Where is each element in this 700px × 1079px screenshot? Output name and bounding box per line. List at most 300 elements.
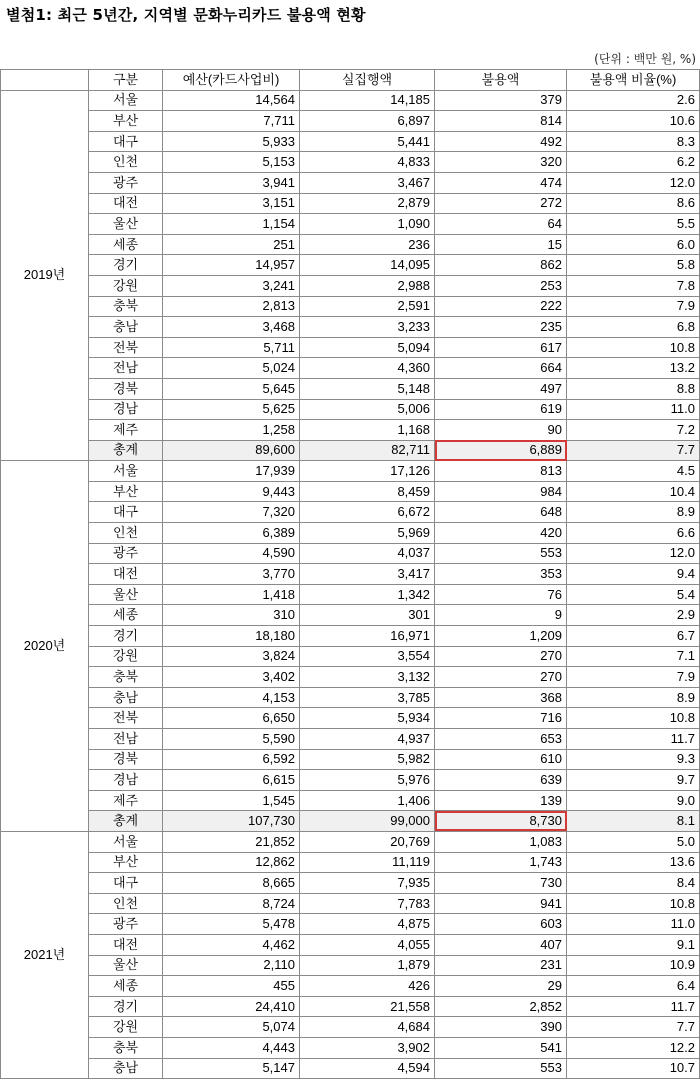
cell-unused: 272 <box>435 193 567 214</box>
header-row <box>1 70 700 91</box>
cell-budget: 1,154 <box>163 214 300 235</box>
cell-unused: 320 <box>435 152 567 173</box>
cell-exec: 6,672 <box>300 502 435 523</box>
cell-budget: 4,153 <box>163 687 300 708</box>
cell-budget: 1,258 <box>163 420 300 441</box>
cell-region: 인천 <box>89 893 163 914</box>
cell-unused: 64 <box>435 214 567 235</box>
cell-exec: 4,055 <box>300 934 435 955</box>
cell-region: 서울 <box>89 831 163 852</box>
cell-unused: 553 <box>435 543 567 564</box>
page-title: 별첨1: 최근 5년간, 지역별 문화누리카드 불용액 현황 <box>6 6 366 24</box>
cell-budget: 14,957 <box>163 255 300 276</box>
cell-budget: 12,862 <box>163 852 300 873</box>
total-cell-region: 총계 <box>89 811 163 832</box>
cell-exec: 4,684 <box>300 1017 435 1038</box>
header-cell-exec: 실집행액 <box>300 70 435 91</box>
table-row <box>1 934 700 955</box>
cell-unused: 2,852 <box>435 996 567 1017</box>
cell-exec: 5,969 <box>300 523 435 544</box>
cell-unused: 368 <box>435 687 567 708</box>
cell-ratio: 13.6 <box>567 852 700 873</box>
cell-ratio: 5.8 <box>567 255 700 276</box>
cell-ratio: 7.1 <box>567 646 700 667</box>
cell-budget: 18,180 <box>163 626 300 647</box>
table-row <box>1 914 700 935</box>
cell-ratio: 13.2 <box>567 358 700 379</box>
cell-ratio: 6.2 <box>567 152 700 173</box>
cell-ratio: 7.7 <box>567 1017 700 1038</box>
cell-budget: 14,564 <box>163 90 300 111</box>
year-cell: 2021년 <box>1 831 89 1078</box>
table-row <box>1 893 700 914</box>
cell-unused: 497 <box>435 378 567 399</box>
cell-region: 대구 <box>89 873 163 894</box>
cell-exec: 2,879 <box>300 193 435 214</box>
cell-exec: 3,554 <box>300 646 435 667</box>
cell-ratio: 10.8 <box>567 893 700 914</box>
cell-ratio: 5.0 <box>567 831 700 852</box>
cell-exec: 14,095 <box>300 255 435 276</box>
cell-ratio: 6.8 <box>567 317 700 338</box>
cell-ratio: 6.0 <box>567 234 700 255</box>
cell-exec: 6,897 <box>300 111 435 132</box>
cell-unused: 716 <box>435 708 567 729</box>
table-row <box>1 667 700 688</box>
cell-region: 강원 <box>89 1017 163 1038</box>
cell-unused: 253 <box>435 275 567 296</box>
cell-region: 충북 <box>89 296 163 317</box>
cell-budget: 4,590 <box>163 543 300 564</box>
cell-unused: 664 <box>435 358 567 379</box>
cell-unused: 29 <box>435 976 567 997</box>
cell-unused: 270 <box>435 667 567 688</box>
cell-ratio: 12.0 <box>567 543 700 564</box>
cell-unused: 270 <box>435 646 567 667</box>
cell-budget: 5,074 <box>163 1017 300 1038</box>
highlighted-total-unused: 8,730 <box>435 811 567 832</box>
cell-ratio: 8.9 <box>567 687 700 708</box>
cell-budget: 6,615 <box>163 770 300 791</box>
cell-region: 울산 <box>89 584 163 605</box>
table-row <box>1 1058 700 1079</box>
table-row <box>1 502 700 523</box>
cell-unused: 603 <box>435 914 567 935</box>
cell-budget: 3,151 <box>163 193 300 214</box>
cell-region: 충북 <box>89 667 163 688</box>
cell-budget: 5,933 <box>163 131 300 152</box>
cell-unused: 76 <box>435 584 567 605</box>
cell-budget: 4,462 <box>163 934 300 955</box>
cell-unused: 984 <box>435 481 567 502</box>
cell-unused: 9 <box>435 605 567 626</box>
cell-unused: 813 <box>435 461 567 482</box>
cell-ratio: 4.5 <box>567 461 700 482</box>
cell-region: 전남 <box>89 729 163 750</box>
total-row <box>1 811 700 832</box>
cell-region: 부산 <box>89 852 163 873</box>
cell-unused: 941 <box>435 893 567 914</box>
table-row <box>1 564 700 585</box>
cell-budget: 3,402 <box>163 667 300 688</box>
cell-ratio: 6.4 <box>567 976 700 997</box>
cell-ratio: 7.8 <box>567 275 700 296</box>
cell-region: 강원 <box>89 646 163 667</box>
cell-region: 광주 <box>89 543 163 564</box>
cell-region: 전남 <box>89 358 163 379</box>
table-row <box>1 193 700 214</box>
cell-budget: 9,443 <box>163 481 300 502</box>
cell-budget: 3,468 <box>163 317 300 338</box>
cell-ratio: 11.7 <box>567 996 700 1017</box>
table-row <box>1 255 700 276</box>
cell-unused: 235 <box>435 317 567 338</box>
unit-note: (단위 : 백만 원, %) <box>594 52 696 66</box>
cell-budget: 5,590 <box>163 729 300 750</box>
cell-budget: 3,241 <box>163 275 300 296</box>
table-row <box>1 790 700 811</box>
cell-ratio: 8.8 <box>567 378 700 399</box>
table-row <box>1 749 700 770</box>
year-cell: 2020년 <box>1 461 89 832</box>
cell-ratio: 9.4 <box>567 564 700 585</box>
cell-exec: 2,988 <box>300 275 435 296</box>
cell-unused: 1,209 <box>435 626 567 647</box>
table-row <box>1 296 700 317</box>
cell-ratio: 11.0 <box>567 914 700 935</box>
cell-budget: 8,724 <box>163 893 300 914</box>
cell-exec: 1,342 <box>300 584 435 605</box>
cell-budget: 1,418 <box>163 584 300 605</box>
cell-budget: 17,939 <box>163 461 300 482</box>
table-row <box>1 317 700 338</box>
cell-region: 인천 <box>89 523 163 544</box>
cell-exec: 4,833 <box>300 152 435 173</box>
cell-exec: 16,971 <box>300 626 435 647</box>
cell-region: 대구 <box>89 502 163 523</box>
table-row <box>1 955 700 976</box>
cell-region: 경기 <box>89 626 163 647</box>
total-row <box>1 440 700 461</box>
cell-unused: 231 <box>435 955 567 976</box>
cell-exec: 21,558 <box>300 996 435 1017</box>
header-cell-ratio: 불용액 비율(%) <box>567 70 700 91</box>
cell-region: 경기 <box>89 255 163 276</box>
table-row <box>1 172 700 193</box>
cell-ratio: 10.8 <box>567 708 700 729</box>
total-cell-budget: 89,600 <box>163 440 300 461</box>
cell-unused: 1,083 <box>435 831 567 852</box>
cell-budget: 455 <box>163 976 300 997</box>
cell-region: 경남 <box>89 399 163 420</box>
cell-region: 인천 <box>89 152 163 173</box>
cell-region: 광주 <box>89 914 163 935</box>
cell-unused: 653 <box>435 729 567 750</box>
cell-exec: 4,875 <box>300 914 435 935</box>
cell-exec: 3,467 <box>300 172 435 193</box>
cell-region: 대전 <box>89 193 163 214</box>
cell-unused: 407 <box>435 934 567 955</box>
cell-exec: 5,094 <box>300 337 435 358</box>
cell-unused: 420 <box>435 523 567 544</box>
cell-region: 제주 <box>89 790 163 811</box>
cell-exec: 1,879 <box>300 955 435 976</box>
cell-exec: 3,233 <box>300 317 435 338</box>
cell-exec: 7,935 <box>300 873 435 894</box>
table-row <box>1 584 700 605</box>
cell-exec: 3,785 <box>300 687 435 708</box>
total-cell-exec: 82,711 <box>300 440 435 461</box>
cell-ratio: 11.7 <box>567 729 700 750</box>
cell-budget: 6,592 <box>163 749 300 770</box>
table-row <box>1 358 700 379</box>
header-cell-unused: 불용액 <box>435 70 567 91</box>
cell-budget: 3,824 <box>163 646 300 667</box>
table-row <box>1 275 700 296</box>
cell-exec: 4,360 <box>300 358 435 379</box>
cell-unused: 730 <box>435 873 567 894</box>
cell-budget: 6,389 <box>163 523 300 544</box>
cell-exec: 3,132 <box>300 667 435 688</box>
table-row <box>1 626 700 647</box>
cell-exec: 4,594 <box>300 1058 435 1079</box>
total-cell-ratio: 7.7 <box>567 440 700 461</box>
table-row <box>1 461 700 482</box>
cell-region: 세종 <box>89 976 163 997</box>
cell-region: 경기 <box>89 996 163 1017</box>
header-cell-budget: 예산(카드사업비) <box>163 70 300 91</box>
cell-unused: 617 <box>435 337 567 358</box>
total-cell-budget: 107,730 <box>163 811 300 832</box>
cell-ratio: 9.7 <box>567 770 700 791</box>
cell-budget: 5,024 <box>163 358 300 379</box>
table-row <box>1 605 700 626</box>
cell-budget: 21,852 <box>163 831 300 852</box>
cell-region: 부산 <box>89 481 163 502</box>
total-cell-ratio: 8.1 <box>567 811 700 832</box>
cell-budget: 5,711 <box>163 337 300 358</box>
cell-budget: 24,410 <box>163 996 300 1017</box>
cell-unused: 553 <box>435 1058 567 1079</box>
cell-unused: 379 <box>435 90 567 111</box>
table-row <box>1 481 700 502</box>
cell-ratio: 10.6 <box>567 111 700 132</box>
cell-ratio: 7.9 <box>567 667 700 688</box>
table-row <box>1 131 700 152</box>
cell-region: 충남 <box>89 1058 163 1079</box>
cell-ratio: 2.6 <box>567 90 700 111</box>
total-cell-region: 총계 <box>89 440 163 461</box>
cell-unused: 139 <box>435 790 567 811</box>
table-row <box>1 1017 700 1038</box>
cell-region: 대전 <box>89 934 163 955</box>
cell-exec: 5,982 <box>300 749 435 770</box>
cell-region: 부산 <box>89 111 163 132</box>
cell-exec: 5,441 <box>300 131 435 152</box>
table-row <box>1 996 700 1017</box>
total-cell-exec: 99,000 <box>300 811 435 832</box>
table-row <box>1 543 700 564</box>
cell-exec: 8,459 <box>300 481 435 502</box>
cell-budget: 2,813 <box>163 296 300 317</box>
cell-ratio: 9.3 <box>567 749 700 770</box>
cell-unused: 648 <box>435 502 567 523</box>
table-row <box>1 976 700 997</box>
cell-budget: 3,941 <box>163 172 300 193</box>
table-row <box>1 378 700 399</box>
cell-unused: 353 <box>435 564 567 585</box>
cell-budget: 310 <box>163 605 300 626</box>
table-row <box>1 399 700 420</box>
cell-exec: 5,148 <box>300 378 435 399</box>
cell-ratio: 5.5 <box>567 214 700 235</box>
cell-ratio: 5.4 <box>567 584 700 605</box>
cell-ratio: 12.0 <box>567 172 700 193</box>
table-row <box>1 214 700 235</box>
table-row <box>1 873 700 894</box>
cell-exec: 5,976 <box>300 770 435 791</box>
table-row <box>1 152 700 173</box>
cell-exec: 2,591 <box>300 296 435 317</box>
table-row <box>1 523 700 544</box>
cell-exec: 236 <box>300 234 435 255</box>
cell-ratio: 6.7 <box>567 626 700 647</box>
cell-unused: 1,743 <box>435 852 567 873</box>
cell-unused: 90 <box>435 420 567 441</box>
cell-ratio: 10.9 <box>567 955 700 976</box>
header-cell-blank <box>1 70 89 91</box>
cell-exec: 1,168 <box>300 420 435 441</box>
cell-ratio: 7.2 <box>567 420 700 441</box>
cell-exec: 5,006 <box>300 399 435 420</box>
cell-region: 충남 <box>89 317 163 338</box>
cell-budget: 8,665 <box>163 873 300 894</box>
cell-ratio: 8.3 <box>567 131 700 152</box>
cell-exec: 1,406 <box>300 790 435 811</box>
cell-ratio: 11.0 <box>567 399 700 420</box>
cell-unused: 814 <box>435 111 567 132</box>
cell-region: 경남 <box>89 770 163 791</box>
cell-exec: 1,090 <box>300 214 435 235</box>
cell-ratio: 9.0 <box>567 790 700 811</box>
table-row <box>1 234 700 255</box>
cell-budget: 251 <box>163 234 300 255</box>
cell-region: 전북 <box>89 337 163 358</box>
cell-exec: 17,126 <box>300 461 435 482</box>
cell-region: 울산 <box>89 214 163 235</box>
year-cell: 2019년 <box>1 90 89 461</box>
cell-ratio: 10.7 <box>567 1058 700 1079</box>
cell-exec: 20,769 <box>300 831 435 852</box>
highlighted-total-unused: 6,889 <box>435 440 567 461</box>
cell-exec: 5,934 <box>300 708 435 729</box>
cell-unused: 619 <box>435 399 567 420</box>
cell-unused: 639 <box>435 770 567 791</box>
table-row <box>1 770 700 791</box>
cell-exec: 3,902 <box>300 1037 435 1058</box>
cell-ratio: 10.8 <box>567 337 700 358</box>
table-row <box>1 111 700 132</box>
cell-unused: 15 <box>435 234 567 255</box>
cell-budget: 3,770 <box>163 564 300 585</box>
cell-exec: 4,037 <box>300 543 435 564</box>
cell-region: 경북 <box>89 749 163 770</box>
cell-ratio: 8.6 <box>567 193 700 214</box>
cell-budget: 5,478 <box>163 914 300 935</box>
cell-exec: 4,937 <box>300 729 435 750</box>
cell-exec: 3,417 <box>300 564 435 585</box>
cell-unused: 541 <box>435 1037 567 1058</box>
cell-exec: 7,783 <box>300 893 435 914</box>
cell-region: 충남 <box>89 687 163 708</box>
cell-region: 강원 <box>89 275 163 296</box>
cell-region: 울산 <box>89 955 163 976</box>
cell-region: 경북 <box>89 378 163 399</box>
cell-budget: 5,153 <box>163 152 300 173</box>
cell-unused: 610 <box>435 749 567 770</box>
cell-unused: 474 <box>435 172 567 193</box>
header-cell-group: 구분 <box>89 70 163 91</box>
table-row <box>1 646 700 667</box>
cell-ratio: 7.9 <box>567 296 700 317</box>
cell-unused: 492 <box>435 131 567 152</box>
cell-unused: 862 <box>435 255 567 276</box>
cell-ratio: 12.2 <box>567 1037 700 1058</box>
table-row <box>1 852 700 873</box>
table-row <box>1 729 700 750</box>
cell-region: 전북 <box>89 708 163 729</box>
table-row <box>1 90 700 111</box>
cell-ratio: 8.9 <box>567 502 700 523</box>
cell-ratio: 8.4 <box>567 873 700 894</box>
table-row <box>1 708 700 729</box>
cell-region: 세종 <box>89 234 163 255</box>
cell-budget: 7,320 <box>163 502 300 523</box>
cell-exec: 426 <box>300 976 435 997</box>
cell-unused: 390 <box>435 1017 567 1038</box>
cell-exec: 11,119 <box>300 852 435 873</box>
cell-region: 서울 <box>89 461 163 482</box>
table-row <box>1 337 700 358</box>
cell-budget: 5,645 <box>163 378 300 399</box>
cell-budget: 5,625 <box>163 399 300 420</box>
cell-region: 제주 <box>89 420 163 441</box>
cell-region: 대구 <box>89 131 163 152</box>
cell-budget: 1,545 <box>163 790 300 811</box>
cell-ratio: 2.9 <box>567 605 700 626</box>
table-row <box>1 1037 700 1058</box>
cell-budget: 5,147 <box>163 1058 300 1079</box>
cell-budget: 4,443 <box>163 1037 300 1058</box>
cell-exec: 301 <box>300 605 435 626</box>
cell-ratio: 6.6 <box>567 523 700 544</box>
cell-budget: 6,650 <box>163 708 300 729</box>
cell-ratio: 9.1 <box>567 934 700 955</box>
cell-ratio: 10.4 <box>567 481 700 502</box>
unused-amount-table <box>0 69 700 1079</box>
cell-region: 서울 <box>89 90 163 111</box>
cell-region: 광주 <box>89 172 163 193</box>
table-row <box>1 831 700 852</box>
cell-budget: 7,711 <box>163 111 300 132</box>
cell-unused: 222 <box>435 296 567 317</box>
cell-region: 충북 <box>89 1037 163 1058</box>
cell-region: 세종 <box>89 605 163 626</box>
cell-budget: 2,110 <box>163 955 300 976</box>
table-row <box>1 687 700 708</box>
cell-region: 대전 <box>89 564 163 585</box>
table-row <box>1 420 700 441</box>
